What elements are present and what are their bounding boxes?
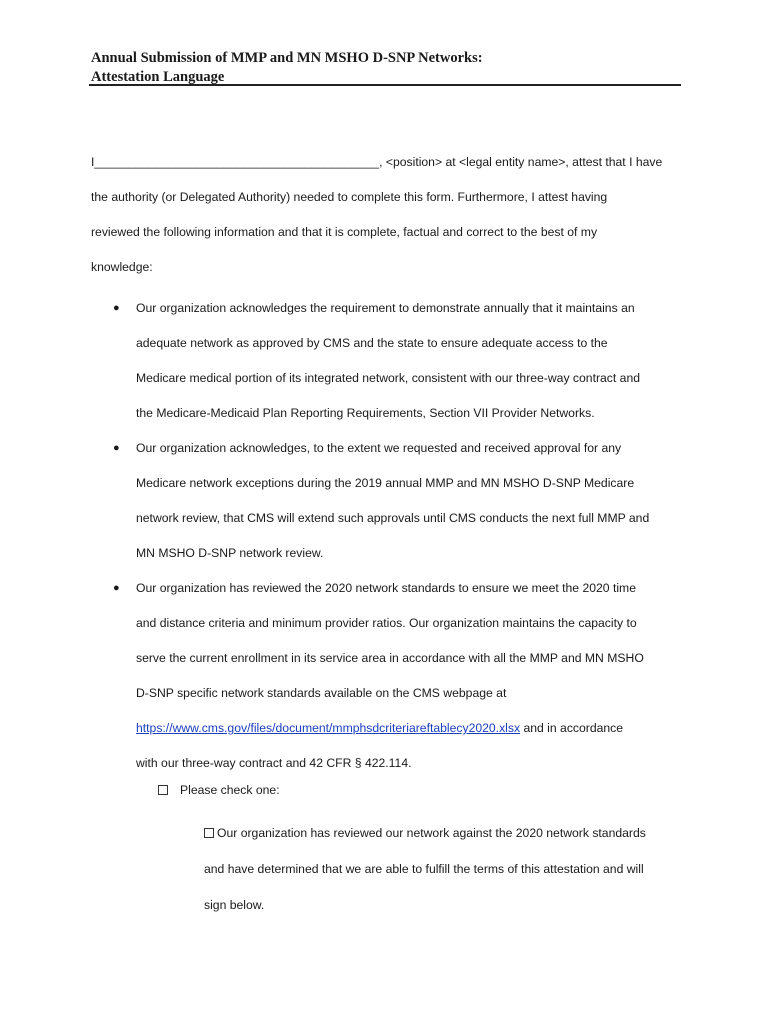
option-line-3: sign below.	[204, 898, 265, 912]
bullet-line: Our organization acknowledges the requirement to demonstrate annually that it maintains an	[136, 301, 635, 315]
option-line-1-text: Our organization has reviewed our network against the 2020 network standards	[217, 826, 646, 840]
bullet-icon: ●	[113, 442, 120, 454]
title-underline	[89, 84, 681, 86]
check-one-prompt	[158, 780, 280, 800]
bullet-line: Our organization has reviewed the 2020 network standards to ensure we meet the 2020 time	[136, 581, 636, 595]
bullet-line: MN MSHO D-SNP network review.	[136, 546, 324, 560]
attestation-bullet-list	[91, 291, 681, 781]
bullet-link-line	[136, 711, 681, 746]
bullet-item-network-standards	[91, 571, 681, 781]
document-title	[91, 49, 681, 87]
bullet-line: Medicare network exceptions during the 2019 annual MMP and MN MSHO D-SNP Medicare	[136, 476, 635, 490]
bullet-line: network review, that CMS will extend such approvals until CMS conducts the next full MMP and	[136, 511, 650, 525]
attestation-option	[204, 815, 684, 923]
title-line-2: Attestation Language	[91, 69, 225, 85]
bullet-line: serve the current enrollment in its service area in accordance with all the MMP and MN MSHO	[136, 651, 644, 665]
intro-line-2: the authority (or Delegated Authority) needed to complete this form. Furthermore, I attest having	[91, 190, 608, 204]
bullet-icon: ●	[113, 302, 120, 314]
intro-line-4: knowledge:	[91, 260, 153, 274]
option-line-1	[204, 815, 684, 851]
intro-line-1: I__________________________________________, <position> at <legal entity name>, attest that I have	[91, 155, 663, 169]
bullet-line: adequate network as approved by CMS and the state to ensure adequate access to the	[136, 336, 608, 350]
bullet-line: Medicare medical portion of its integrated network, consistent with our three-way contract and	[136, 371, 640, 385]
intro-line-3: reviewed the following information and that it is complete, factual and correct to the best of my	[91, 225, 598, 239]
check-prompt-label: Please check one:	[180, 783, 280, 797]
bullet-line: D-SNP specific network standards available on the CMS webpage at	[136, 686, 507, 700]
bullet-line: with our three-way contract and 42 CFR § 422.114.	[136, 756, 412, 770]
link-trailing-text: and in accordance	[520, 721, 624, 735]
bullet-line: and distance criteria and minimum provider ratios. Our organization maintains the capacity to	[136, 616, 637, 630]
bullet-line: Our organization acknowledges, to the extent we requested and received approval for any	[136, 441, 622, 455]
bullet-icon: ●	[113, 582, 120, 594]
option-checkbox[interactable]	[204, 828, 214, 838]
bullet-line: the Medicare-Medicaid Plan Reporting Requirements, Section VII Provider Networks.	[136, 406, 595, 420]
title-line-1: Annual Submission of MMP and MN MSHO D-SNP Networks:	[91, 50, 483, 66]
bullet-item-network-exceptions	[91, 431, 681, 571]
cms-standards-link[interactable]: https://www.cms.gov/files/document/mmphsdcriteriareftablecy2020.xlsx	[136, 721, 521, 735]
bullet-item-network-requirement	[91, 291, 681, 431]
check-prompt-checkbox[interactable]	[158, 785, 168, 795]
option-line-2: and have determined that we are able to fulfill the terms of this attestation and will	[204, 862, 644, 876]
attestation-intro	[91, 145, 681, 285]
